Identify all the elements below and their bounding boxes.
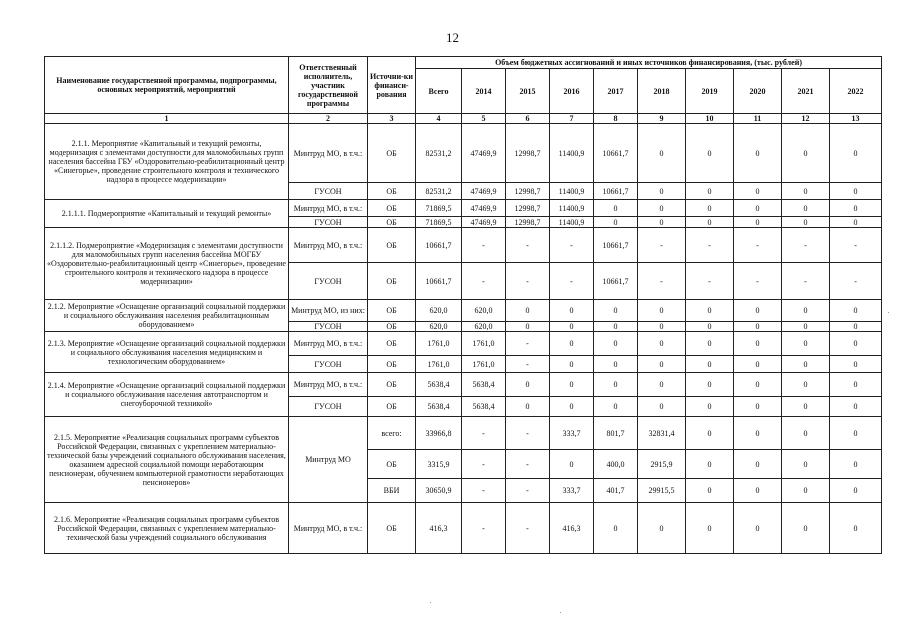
value-cell: - [734,228,782,263]
value-cell: 0 [550,450,594,479]
responsible-cell: Минтруд МО, в т.ч.: [289,373,368,397]
index-cell: 6 [506,114,550,124]
scan-speck [430,602,431,603]
value-cell: 10661,7 [594,124,638,183]
value-cell: 0 [830,479,882,503]
value-cell: 0 [782,397,830,417]
program-name-cell: 2.1.3. Мероприятие «Оснащение организаций социальной поддержки и социального обслуживания населения медицинским и технологическим оборудованием» [45,332,289,373]
responsible-cell: Минтруд МО [289,417,368,503]
value-cell: 416,3 [550,503,594,554]
value-cell: - [550,228,594,263]
responsible-cell: ГУСОН [289,183,368,200]
value-cell: - [506,228,550,263]
value-cell: 801,7 [594,417,638,450]
value-cell: 0 [506,397,550,417]
value-cell: 82531,2 [416,124,462,183]
table-row [45,332,882,356]
value-cell: 0 [734,450,782,479]
value-cell: - [550,263,594,300]
value-cell: 2915,9 [638,450,686,479]
value-cell: 0 [506,300,550,322]
value-cell: 1761,0 [416,356,462,373]
source-cell: ОБ [368,217,416,228]
value-cell: 47469,9 [462,200,506,217]
value-cell: 0 [506,373,550,397]
index-cell: 1 [45,114,289,124]
responsible-cell: ГУСОН [289,263,368,300]
value-cell: 0 [638,356,686,373]
value-cell: 0 [550,373,594,397]
value-cell: 0 [734,417,782,450]
value-cell: 0 [686,397,734,417]
page-number: 12 [446,30,459,45]
scan-speck [560,612,561,613]
value-cell: 0 [782,124,830,183]
value-cell: 0 [550,322,594,332]
value-cell: 0 [594,200,638,217]
header-year: 2015 [506,69,550,114]
value-cell: 0 [686,373,734,397]
value-cell: 0 [638,397,686,417]
value-cell: 47469,9 [462,217,506,228]
program-name-cell: 2.1.4. Мероприятие «Оснащение организаций социальной поддержки и социального обслуживания населения автотранспортом и снегоуборочной техникой» [45,373,289,417]
value-cell: - [782,228,830,263]
index-cell: 4 [416,114,462,124]
value-cell: 29915,5 [638,479,686,503]
value-cell: 0 [594,373,638,397]
value-cell: - [782,263,830,300]
value-cell: 5638,4 [462,373,506,397]
value-cell: 0 [830,417,882,450]
value-cell: 0 [782,356,830,373]
value-cell: 11400,9 [550,124,594,183]
value-cell: 0 [638,373,686,397]
value-cell: 0 [734,183,782,200]
value-cell: 5638,4 [416,373,462,397]
value-cell: 0 [782,322,830,332]
responsible-cell: ГУСОН [289,356,368,373]
header-total: Всего [416,69,462,114]
value-cell: 0 [594,332,638,356]
value-cell: 0 [734,217,782,228]
value-cell: 0 [782,503,830,554]
value-cell: 0 [734,356,782,373]
value-cell: 0 [594,397,638,417]
value-cell: 11400,9 [550,217,594,228]
value-cell: 0 [734,397,782,417]
index-cell: 8 [594,114,638,124]
index-cell: 5 [462,114,506,124]
value-cell: 416,3 [416,503,462,554]
source-cell: ОБ [368,503,416,554]
source-cell: ОБ [368,397,416,417]
value-cell: 0 [830,200,882,217]
value-cell: 0 [830,124,882,183]
value-cell: 0 [782,217,830,228]
value-cell: 0 [686,356,734,373]
responsible-cell: Минтруд МО, в т.ч.: [289,503,368,554]
table-row [45,200,882,217]
value-cell: 12998,7 [506,217,550,228]
value-cell: 0 [686,450,734,479]
program-name-cell: 2.1.1. Мероприятие «Капитальный и текущий ремонты, модернизация с элементами доступности для маломобильных групп населения бассейна ГБУ «Оздоровительно-реабилитационный центр «Синегорье», проведение строительного контроля и технического надзора в процессе модернизации» [45,124,289,200]
value-cell: 0 [830,300,882,322]
value-cell: 0 [734,300,782,322]
value-cell: - [506,332,550,356]
value-cell: 0 [686,503,734,554]
value-cell: 0 [830,356,882,373]
responsible-cell: Минтруд МО, из них: [289,300,368,322]
value-cell: 333,7 [550,479,594,503]
value-cell: 3315,9 [416,450,462,479]
value-cell: 12998,7 [506,200,550,217]
value-cell: - [462,263,506,300]
header-responsible: Ответственный исполнитель, участник государственной программы [289,57,368,114]
responsible-cell: ГУСОН [289,397,368,417]
index-cell: 3 [368,114,416,124]
value-cell: 12998,7 [506,183,550,200]
value-cell: 0 [686,124,734,183]
value-cell: - [506,263,550,300]
value-cell: 0 [830,332,882,356]
value-cell: 0 [830,397,882,417]
value-cell: 10661,7 [594,228,638,263]
value-cell: 0 [734,200,782,217]
value-cell: 620,0 [462,322,506,332]
table-row [45,228,882,263]
program-name-cell: 2.1.6. Мероприятие «Реализация социальных программ субъектов Российской Федерации, связанных с укреплением материально-технической базы учреждений социального обслуживания [45,503,289,554]
index-cell: 11 [734,114,782,124]
value-cell: 0 [594,217,638,228]
value-cell: 10661,7 [594,263,638,300]
source-cell: ОБ [368,228,416,263]
value-cell: 0 [686,183,734,200]
value-cell: 47469,9 [462,183,506,200]
value-cell: 0 [686,417,734,450]
value-cell: 0 [594,356,638,373]
source-cell: ОБ [368,450,416,479]
value-cell: 0 [638,183,686,200]
value-cell: 32831,4 [638,417,686,450]
program-name-cell: 2.1.5. Мероприятие «Реализация социальных программ субъектов Российской Федерации, связанных с укреплением материально-технической базы учреждений социального обслуживания населения, оказанием адресной социальной помощи неработающим пенсионерам, обучением компьютерной грамотности неработающих пенсионеров» [45,417,289,503]
table-row [45,503,882,554]
table-row [45,417,882,450]
value-cell: 0 [830,450,882,479]
source-cell: ОБ [368,332,416,356]
value-cell: 10661,7 [416,228,462,263]
responsible-cell: Минтруд МО, в т.ч.: [289,200,368,217]
responsible-cell: Минтруд МО, в т.ч.: [289,332,368,356]
source-cell: ОБ [368,373,416,397]
source-cell: ОБ [368,200,416,217]
index-cell: 10 [686,114,734,124]
value-cell: 0 [830,322,882,332]
value-cell: 71869,5 [416,200,462,217]
header-funding-group: Объем бюджетных ассигнований и иных источников финансирования, (тыс. рублей) [416,57,882,69]
value-cell: 0 [782,183,830,200]
value-cell: 0 [686,200,734,217]
value-cell: 400,0 [594,450,638,479]
value-cell: 0 [594,300,638,322]
value-cell: 0 [734,332,782,356]
value-cell: 0 [638,124,686,183]
value-cell: 0 [638,332,686,356]
value-cell: 71869,5 [416,217,462,228]
value-cell: - [686,263,734,300]
header-year: 2014 [462,69,506,114]
program-name-cell: 2.1.2. Мероприятие «Оснащение организаций социальной поддержки и социального обслуживания населения реабилитационным оборудованием» [45,300,289,332]
value-cell: 0 [782,200,830,217]
value-cell: 0 [594,322,638,332]
value-cell: 0 [686,300,734,322]
value-cell: 0 [830,183,882,200]
value-cell: - [506,417,550,450]
index-cell: 9 [638,114,686,124]
value-cell: 0 [638,300,686,322]
source-cell: ВБИ [368,479,416,503]
value-cell: 0 [550,397,594,417]
value-cell: 10661,7 [594,183,638,200]
value-cell: 11400,9 [550,183,594,200]
index-row [45,114,882,124]
program-name-cell: 2.1.1.1. Подмероприятие «Капитальный и текущий ремонты» [45,200,289,228]
value-cell: 0 [734,124,782,183]
value-cell: 0 [638,217,686,228]
value-cell: 82531,2 [416,183,462,200]
value-cell: - [506,479,550,503]
header-year: 2020 [734,69,782,114]
program-name-cell: 2.1.1.2. Подмероприятие «Модернизация с элементами доступности для маломобильных групп населения бассейна МОГБУ «Оздоровительно-реабилитационный центр «Синегорье», проведение строительного контроля и технического надзора в процессе модернизации» [45,228,289,300]
value-cell: 0 [550,300,594,322]
value-cell: - [506,356,550,373]
budget-table [44,56,882,554]
value-cell: 0 [782,450,830,479]
scan-speck [888,312,889,313]
header-year: 2017 [594,69,638,114]
source-cell: ОБ [368,263,416,300]
value-cell: 0 [734,503,782,554]
value-cell: 0 [734,373,782,397]
header-year: 2019 [686,69,734,114]
value-cell: - [462,417,506,450]
value-cell: 0 [830,217,882,228]
table-row [45,300,882,322]
value-cell: - [638,263,686,300]
value-cell: - [462,479,506,503]
table-row [45,373,882,397]
value-cell: 0 [550,356,594,373]
value-cell: 0 [550,332,594,356]
source-cell: ОБ [368,300,416,322]
value-cell: 33966,8 [416,417,462,450]
value-cell: - [734,263,782,300]
table-body [45,124,882,554]
value-cell: 0 [782,417,830,450]
value-cell: 0 [638,503,686,554]
value-cell: 0 [594,503,638,554]
value-cell: 0 [782,479,830,503]
index-cell: 2 [289,114,368,124]
header-name: Наименование государственной программы, подпрограммы, основных мероприятий, мероприятий [45,57,289,114]
value-cell: - [638,228,686,263]
value-cell: 1761,0 [462,356,506,373]
value-cell: 10661,7 [416,263,462,300]
value-cell: 0 [734,479,782,503]
value-cell: 1761,0 [462,332,506,356]
value-cell: 333,7 [550,417,594,450]
table-row [45,124,882,183]
value-cell: - [830,228,882,263]
value-cell: 12998,7 [506,124,550,183]
value-cell: 5638,4 [462,397,506,417]
header-source: Источни-ки финанси-рования [368,57,416,114]
header-year: 2021 [782,69,830,114]
value-cell: 620,0 [416,322,462,332]
value-cell: 0 [830,373,882,397]
responsible-cell: ГУСОН [289,322,368,332]
responsible-cell: ГУСОН [289,217,368,228]
value-cell: 30650,9 [416,479,462,503]
value-cell: 0 [686,217,734,228]
value-cell: 47469,9 [462,124,506,183]
value-cell: 0 [782,332,830,356]
index-cell: 7 [550,114,594,124]
source-cell: ОБ [368,356,416,373]
value-cell: 11400,9 [550,200,594,217]
value-cell: 620,0 [416,300,462,322]
index-cell: 12 [782,114,830,124]
responsible-cell: Минтруд МО, в т.ч.: [289,228,368,263]
value-cell: 1761,0 [416,332,462,356]
value-cell: - [462,503,506,554]
value-cell: 0 [506,322,550,332]
value-cell: 5638,4 [416,397,462,417]
index-cell: 13 [830,114,882,124]
value-cell: 0 [782,373,830,397]
source-cell: ОБ [368,124,416,183]
value-cell: - [506,503,550,554]
header-year: 2016 [550,69,594,114]
value-cell: 0 [638,200,686,217]
value-cell: - [462,450,506,479]
value-cell: 0 [686,322,734,332]
value-cell: 0 [686,479,734,503]
value-cell: - [686,228,734,263]
value-cell: - [462,228,506,263]
value-cell: 620,0 [462,300,506,322]
header-year: 2022 [830,69,882,114]
source-cell: ОБ [368,322,416,332]
value-cell: 0 [638,322,686,332]
source-cell: всего: [368,417,416,450]
value-cell: 0 [734,322,782,332]
source-cell: ОБ [368,183,416,200]
value-cell: 0 [782,300,830,322]
value-cell: 0 [686,332,734,356]
value-cell: 401,7 [594,479,638,503]
value-cell: 0 [830,503,882,554]
value-cell: - [506,450,550,479]
responsible-cell: Минтруд МО, в т.ч.: [289,124,368,183]
header-year: 2018 [638,69,686,114]
value-cell: - [830,263,882,300]
